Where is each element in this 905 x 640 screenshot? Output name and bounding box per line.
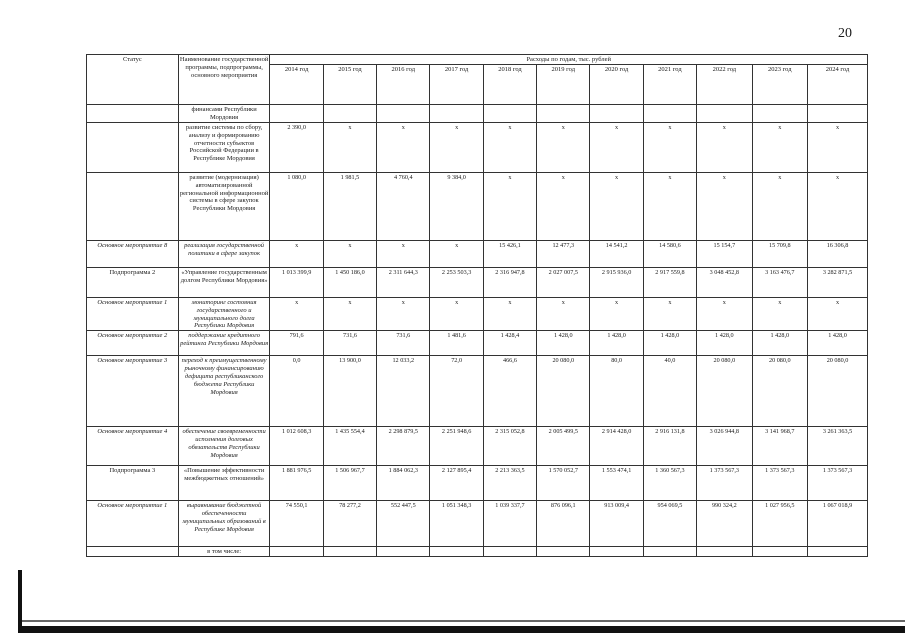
value-cell: 1 428,0 [808, 331, 868, 356]
table-row [87, 172, 868, 240]
year-header: 2024 год [808, 64, 868, 104]
value-cell: 1 428,4 [483, 331, 536, 356]
value-cell: 2 213 363,5 [483, 466, 536, 501]
value-cell: 3 261 363,5 [808, 427, 868, 466]
budget-table [86, 54, 868, 557]
value-cell: 3 163 476,7 [752, 267, 807, 297]
value-cell: х [323, 240, 376, 267]
value-cell [270, 104, 323, 122]
value-cell: 0,0 [270, 356, 323, 427]
value-cell [808, 104, 868, 122]
value-cell: 731,6 [323, 331, 376, 356]
value-cell: х [537, 297, 590, 331]
value-cell: 2 914 428,0 [590, 427, 643, 466]
name-cell: «Управление государственным долгом Республики Мордовия» [178, 267, 270, 297]
value-cell: 3 141 968,7 [752, 427, 807, 466]
name-cell: в том числе: [178, 547, 270, 557]
value-cell: 3 282 871,5 [808, 267, 868, 297]
value-cell: х [697, 172, 752, 240]
value-cell: 990 324,2 [697, 501, 752, 547]
name-cell: развитие системы по сбору, анализу и формированию отчетности субъектов Российской Федерации в Республике Мордовия [178, 122, 270, 172]
scan-edge-line [18, 620, 905, 622]
value-cell: 876 096,1 [537, 501, 590, 547]
value-cell: 1 373 567,3 [752, 466, 807, 501]
value-cell [323, 104, 376, 122]
value-cell: 1 051 348,3 [430, 501, 483, 547]
value-cell: 1 450 186,0 [323, 267, 376, 297]
value-cell: х [643, 172, 696, 240]
year-header: 2018 год [483, 64, 536, 104]
value-cell [590, 547, 643, 557]
value-cell: 1 553 474,1 [590, 466, 643, 501]
value-cell: 1 435 554,4 [323, 427, 376, 466]
value-cell: х [752, 297, 807, 331]
value-cell: 954 069,5 [643, 501, 696, 547]
name-cell: переход к преимущественному рыночному финансированию дефицита республиканского бюджета Республики Мордовия [178, 356, 270, 427]
status-cell: Основное мероприятие 1 [87, 501, 179, 547]
table-row [87, 104, 868, 122]
value-cell: 2 917 559,8 [643, 267, 696, 297]
value-cell: х [430, 122, 483, 172]
page-number: 20 [838, 26, 852, 41]
value-cell: 80,0 [590, 356, 643, 427]
scan-bottom-border [18, 626, 905, 633]
value-cell: 4 760,4 [377, 172, 430, 240]
value-cell: 20 080,0 [537, 356, 590, 427]
value-cell: х [377, 297, 430, 331]
value-cell [537, 547, 590, 557]
table-row [87, 547, 868, 557]
value-cell: х [808, 172, 868, 240]
value-cell [752, 104, 807, 122]
value-cell: 2 005 499,5 [537, 427, 590, 466]
value-cell: 2 253 503,3 [430, 267, 483, 297]
value-cell: х [808, 297, 868, 331]
value-cell [323, 547, 376, 557]
year-header: 2019 год [537, 64, 590, 104]
value-cell [483, 547, 536, 557]
value-cell: х [323, 297, 376, 331]
year-header: 2014 год [270, 64, 323, 104]
value-cell: 2 251 948,6 [430, 427, 483, 466]
value-cell: х [590, 297, 643, 331]
year-header: 2017 год [430, 64, 483, 104]
value-cell: х [590, 122, 643, 172]
name-column-header: Наименование государственной программы, подпрограммы, основного мероприятия [178, 55, 270, 105]
value-cell: х [430, 240, 483, 267]
value-cell: 2 316 947,8 [483, 267, 536, 297]
value-cell: 12 477,3 [537, 240, 590, 267]
value-cell: 15 709,8 [752, 240, 807, 267]
status-cell: Основное мероприятие 1 [87, 297, 179, 331]
value-cell: х [483, 297, 536, 331]
status-cell [87, 172, 179, 240]
name-cell: развитие (модернизация) автоматизированной региональной информационной системы в сфере закупок Республики Мордовия [178, 172, 270, 240]
year-header: 2023 год [752, 64, 807, 104]
value-cell: 40,0 [643, 356, 696, 427]
table-row [87, 356, 868, 427]
value-cell: 552 447,5 [377, 501, 430, 547]
value-cell: 1 981,5 [323, 172, 376, 240]
status-column-header: Статус [87, 55, 179, 105]
value-cell: 3 026 944,8 [697, 427, 752, 466]
value-cell: 1 012 608,3 [270, 427, 323, 466]
value-cell: 14 541,2 [590, 240, 643, 267]
table-row [87, 297, 868, 331]
value-cell: х [697, 297, 752, 331]
scan-left-border [18, 570, 22, 632]
value-cell [430, 547, 483, 557]
value-cell [808, 547, 868, 557]
value-cell: х [270, 297, 323, 331]
value-cell: 1 080,0 [270, 172, 323, 240]
value-cell: х [377, 240, 430, 267]
name-cell: обеспечение своевременности исполнения долговых обязательств Республики Мордовия [178, 427, 270, 466]
value-cell: х [323, 122, 376, 172]
value-cell: х [483, 122, 536, 172]
value-cell: 1 373 567,3 [808, 466, 868, 501]
value-cell [697, 104, 752, 122]
value-cell: 1 027 956,5 [752, 501, 807, 547]
value-cell: 1 360 567,3 [643, 466, 696, 501]
value-cell: 1 881 976,5 [270, 466, 323, 501]
value-cell [377, 547, 430, 557]
value-cell: 72,0 [430, 356, 483, 427]
value-cell: 20 080,0 [697, 356, 752, 427]
year-header: 2016 год [377, 64, 430, 104]
value-cell: х [483, 172, 536, 240]
status-cell: Основное мероприятие 3 [87, 356, 179, 427]
value-cell: 791,6 [270, 331, 323, 356]
value-cell: 1 506 967,7 [323, 466, 376, 501]
name-cell: выравнивание бюджетной обеспеченности муниципальных образований в Республике Мордовия [178, 501, 270, 547]
value-cell [697, 547, 752, 557]
value-cell [483, 104, 536, 122]
value-cell: х [590, 172, 643, 240]
value-cell: х [808, 122, 868, 172]
table-row [87, 466, 868, 501]
value-cell: х [643, 297, 696, 331]
value-cell: 1 428,0 [643, 331, 696, 356]
value-cell: х [537, 172, 590, 240]
value-cell: х [430, 297, 483, 331]
value-cell: 2 915 936,0 [590, 267, 643, 297]
value-cell [590, 104, 643, 122]
value-cell: 2 127 895,4 [430, 466, 483, 501]
value-cell: 731,6 [377, 331, 430, 356]
value-cell: 12 033,2 [377, 356, 430, 427]
name-cell: поддержание кредитного рейтинга Республики Мордовия [178, 331, 270, 356]
name-cell: реализация государственной политики в сфере закупок [178, 240, 270, 267]
value-cell: 20 080,0 [752, 356, 807, 427]
table-row [87, 427, 868, 466]
value-cell: х [270, 240, 323, 267]
value-cell: 466,6 [483, 356, 536, 427]
value-cell: 1 067 018,9 [808, 501, 868, 547]
year-header: 2022 год [697, 64, 752, 104]
value-cell [643, 547, 696, 557]
status-cell [87, 104, 179, 122]
status-cell: Подпрограмма 2 [87, 267, 179, 297]
value-cell: 1 428,0 [590, 331, 643, 356]
value-cell: 1 039 337,7 [483, 501, 536, 547]
value-cell: 1 373 567,3 [697, 466, 752, 501]
name-cell: финансами Республики Мордовия [178, 104, 270, 122]
name-cell: мониторинг состояния государственного и муниципального долга Республики Мордовия [178, 297, 270, 331]
year-header: 2020 год [590, 64, 643, 104]
value-cell: х [697, 122, 752, 172]
value-cell: 9 384,0 [430, 172, 483, 240]
value-cell: 2 390,0 [270, 122, 323, 172]
value-cell: 2 311 644,3 [377, 267, 430, 297]
table-body [87, 104, 868, 556]
value-cell: 2 916 131,8 [643, 427, 696, 466]
value-cell: 3 048 452,8 [697, 267, 752, 297]
value-cell: 14 580,6 [643, 240, 696, 267]
value-cell: х [752, 172, 807, 240]
status-cell [87, 547, 179, 557]
value-cell: 1 013 399,9 [270, 267, 323, 297]
value-cell: 78 277,2 [323, 501, 376, 547]
expenses-header: Расходы по годам, тыс. рублей [270, 55, 868, 65]
value-cell [752, 547, 807, 557]
value-cell: 1 428,0 [537, 331, 590, 356]
value-cell: 74 550,1 [270, 501, 323, 547]
status-cell: Подпрограмма 3 [87, 466, 179, 501]
value-cell: 1 428,0 [697, 331, 752, 356]
name-cell: «Повышение эффективности межбюджетных отношений» [178, 466, 270, 501]
value-cell: 20 080,0 [808, 356, 868, 427]
status-cell: Основное мероприятие 2 [87, 331, 179, 356]
value-cell: 913 009,4 [590, 501, 643, 547]
value-cell: х [537, 122, 590, 172]
table-row [87, 267, 868, 297]
value-cell: 2 315 052,8 [483, 427, 536, 466]
value-cell: 15 154,7 [697, 240, 752, 267]
table-row [87, 122, 868, 172]
status-cell: Основное мероприятие 4 [87, 427, 179, 466]
value-cell [430, 104, 483, 122]
value-cell: х [643, 122, 696, 172]
value-cell: 15 426,1 [483, 240, 536, 267]
table-row [87, 240, 868, 267]
value-cell: 16 306,8 [808, 240, 868, 267]
table-row [87, 501, 868, 547]
value-cell: 13 900,0 [323, 356, 376, 427]
status-cell [87, 122, 179, 172]
year-header: 2015 год [323, 64, 376, 104]
value-cell: х [752, 122, 807, 172]
value-cell: 1 428,0 [752, 331, 807, 356]
value-cell: х [377, 122, 430, 172]
value-cell [643, 104, 696, 122]
value-cell: 1 884 062,3 [377, 466, 430, 501]
value-cell: 1 481,6 [430, 331, 483, 356]
value-cell [377, 104, 430, 122]
value-cell: 2 298 879,5 [377, 427, 430, 466]
status-cell: Основное мероприятие 8 [87, 240, 179, 267]
table-row [87, 331, 868, 356]
value-cell: 1 570 052,7 [537, 466, 590, 501]
year-header: 2021 год [643, 64, 696, 104]
value-cell [537, 104, 590, 122]
value-cell [270, 547, 323, 557]
value-cell: 2 027 007,5 [537, 267, 590, 297]
